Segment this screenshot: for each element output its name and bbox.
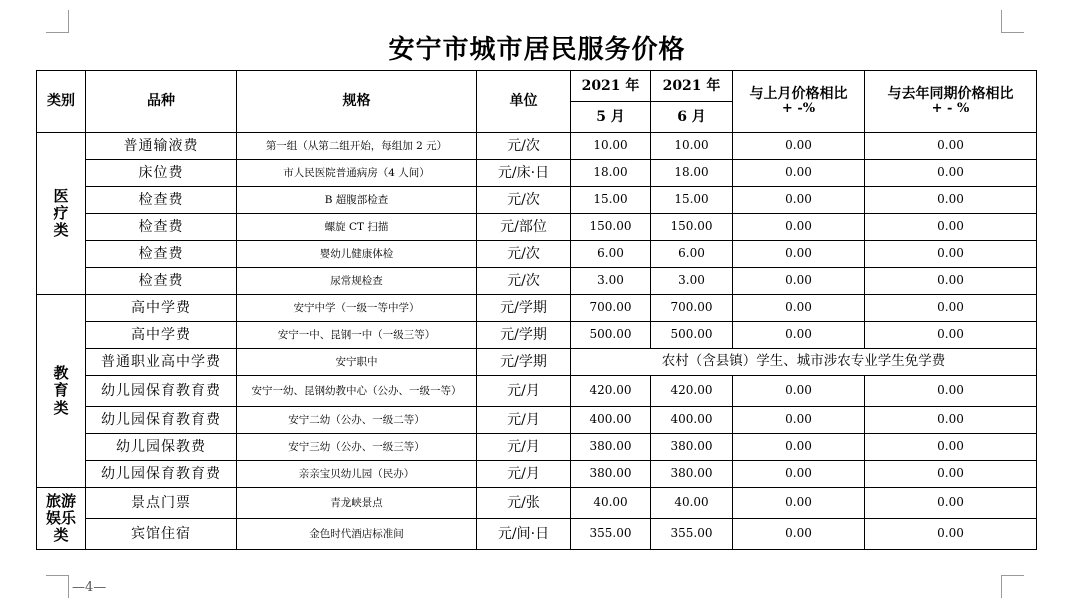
cell-unit: 元/次 (477, 241, 571, 268)
category-medical (37, 133, 86, 295)
cell-unit: 元/间·日 (477, 519, 571, 550)
category-medical-char: 疗 (53, 203, 69, 222)
header-may-year: 2021 年 (571, 71, 651, 102)
table-row (37, 295, 1037, 322)
cell-may: 500.00 (571, 322, 651, 349)
cell-spec: 安宁中学（一级一等中学） (237, 295, 477, 322)
header-yoy (865, 71, 1037, 133)
cell-yoy: 0.00 (865, 268, 1037, 295)
cell-may: 150.00 (571, 214, 651, 241)
table-row (37, 488, 1037, 519)
cell-item: 普通输液费 (86, 133, 237, 160)
cell-mom: 0.00 (733, 295, 865, 322)
cell-june: 420.00 (651, 376, 733, 407)
cell-may: 10.00 (571, 133, 651, 160)
crop-mark-bottom-right (1001, 575, 1024, 598)
cell-spec: 安宁二幼（公办、一级二等） (237, 407, 477, 434)
cell-mom: 0.00 (733, 214, 865, 241)
category-education-char: 类 (53, 398, 69, 417)
cell-unit: 元/月 (477, 461, 571, 488)
cell-may: 400.00 (571, 407, 651, 434)
cell-june: 355.00 (651, 519, 733, 550)
table-row (37, 268, 1037, 295)
category-tourism (37, 488, 86, 550)
cell-note-free-tuition: 农村（含县镇）学生、城市涉农专业学生免学费 (571, 349, 1037, 376)
cell-may: 3.00 (571, 268, 651, 295)
cell-yoy: 0.00 (865, 434, 1037, 461)
cell-yoy: 0.00 (865, 488, 1037, 519)
cell-item: 床位费 (86, 160, 237, 187)
cell-june: 700.00 (651, 295, 733, 322)
cell-yoy: 0.00 (865, 214, 1037, 241)
cell-yoy: 0.00 (865, 241, 1037, 268)
table-row (37, 133, 1037, 160)
table-row (37, 407, 1037, 434)
cell-may: 380.00 (571, 434, 651, 461)
cell-mom: 0.00 (733, 407, 865, 434)
cell-mom: 0.00 (733, 241, 865, 268)
cell-unit: 元/月 (477, 407, 571, 434)
header-may-month: 5 月 (571, 102, 651, 133)
cell-item: 检查费 (86, 214, 237, 241)
cell-june: 150.00 (651, 214, 733, 241)
cell-may: 40.00 (571, 488, 651, 519)
cell-june: 15.00 (651, 187, 733, 214)
cell-yoy: 0.00 (865, 295, 1037, 322)
header-unit: 单位 (477, 71, 571, 133)
cell-may: 6.00 (571, 241, 651, 268)
cell-unit: 元/月 (477, 434, 571, 461)
cell-unit: 元/次 (477, 133, 571, 160)
cell-yoy: 0.00 (865, 322, 1037, 349)
cell-may: 420.00 (571, 376, 651, 407)
category-education-char: 教 (53, 364, 69, 383)
cell-june: 380.00 (651, 461, 733, 488)
table-row (37, 376, 1037, 407)
cell-mom: 0.00 (733, 160, 865, 187)
category-education-char: 育 (53, 381, 69, 400)
page-title: 安宁市城市居民服务价格 (388, 35, 686, 65)
cell-unit: 元/学期 (477, 322, 571, 349)
cell-item: 幼儿园保育教育费 (86, 461, 237, 488)
cell-item: 高中学费 (86, 295, 237, 322)
table-row (37, 187, 1037, 214)
cell-spec: 安宁一幼、昆钢幼教中心（公办、一级一等） (237, 376, 477, 407)
cell-june: 3.00 (651, 268, 733, 295)
category-tourism-line: 娱乐 (45, 508, 76, 527)
cell-unit: 元/床·日 (477, 160, 571, 187)
cell-yoy: 0.00 (865, 407, 1037, 434)
cell-june: 6.00 (651, 241, 733, 268)
header-item: 品种 (86, 71, 237, 133)
table-row (37, 434, 1037, 461)
cell-item: 普通职业高中学费 (86, 349, 237, 376)
cell-mom: 0.00 (733, 376, 865, 407)
table-row (37, 461, 1037, 488)
cell-june: 10.00 (651, 133, 733, 160)
cell-spec: 第一组（从第二组开始，每组加 2 元） (237, 133, 477, 160)
cell-mom: 0.00 (733, 133, 865, 160)
cell-may: 15.00 (571, 187, 651, 214)
category-education (37, 295, 86, 488)
header-june-year: 2021 年 (651, 71, 733, 102)
header-mom-unit: + -% (781, 101, 816, 117)
cell-yoy: 0.00 (865, 160, 1037, 187)
page-number: —4— (72, 580, 107, 595)
crop-mark-bottom-left (46, 575, 69, 598)
cell-spec: 尿常规检查 (237, 268, 477, 295)
cell-spec: 婴幼儿健康体检 (237, 241, 477, 268)
cell-may: 355.00 (571, 519, 651, 550)
header-yoy-label: 与去年同期价格相比 (887, 85, 1014, 102)
cell-june: 500.00 (651, 322, 733, 349)
cell-spec: 市人民医院普通病房（4 人间） (237, 160, 477, 187)
header-spec: 规格 (237, 71, 477, 133)
cell-may: 700.00 (571, 295, 651, 322)
cell-unit: 元/张 (477, 488, 571, 519)
cell-unit: 元/次 (477, 187, 571, 214)
cell-unit: 元/学期 (477, 295, 571, 322)
cell-item: 检查费 (86, 187, 237, 214)
cell-item: 高中学费 (86, 322, 237, 349)
cell-spec: B 超腹部检查 (237, 187, 477, 214)
cell-item: 宾馆住宿 (86, 519, 237, 550)
cell-spec: 安宁三幼（公办、一级三等） (237, 434, 477, 461)
cell-mom: 0.00 (733, 434, 865, 461)
cell-spec: 螺旋 CT 扫描 (237, 214, 477, 241)
cell-unit: 元/部位 (477, 214, 571, 241)
cell-yoy: 0.00 (865, 187, 1037, 214)
cell-may: 18.00 (571, 160, 651, 187)
cell-item: 幼儿园保育教育费 (86, 407, 237, 434)
cell-may: 380.00 (571, 461, 651, 488)
cell-unit: 元/次 (477, 268, 571, 295)
cell-item: 检查费 (86, 268, 237, 295)
header-yoy-unit: + - % (931, 101, 970, 117)
cell-mom: 0.00 (733, 187, 865, 214)
cell-mom: 0.00 (733, 268, 865, 295)
table-row (37, 214, 1037, 241)
header-row-1 (37, 71, 1037, 102)
category-medical-char: 医 (53, 186, 69, 205)
table-row (37, 160, 1037, 187)
cell-item: 检查费 (86, 241, 237, 268)
header-mom (733, 71, 865, 133)
category-tourism-line: 旅游 (45, 491, 76, 510)
cell-item: 幼儿园保育教育费 (86, 376, 237, 407)
category-tourism-line: 类 (53, 526, 69, 545)
cell-spec: 安宁一中、昆钢一中（一级三等） (237, 322, 477, 349)
cell-item: 幼儿园保教费 (86, 434, 237, 461)
cell-yoy: 0.00 (865, 461, 1037, 488)
category-medical-char: 类 (53, 221, 69, 240)
cell-june: 400.00 (651, 407, 733, 434)
price-table (36, 70, 1037, 550)
table-row (37, 349, 1037, 376)
cell-june: 40.00 (651, 488, 733, 519)
cell-mom: 0.00 (733, 322, 865, 349)
cell-mom: 0.00 (733, 488, 865, 519)
cell-june: 380.00 (651, 434, 733, 461)
cell-spec: 青龙峡景点 (237, 488, 477, 519)
table-row (37, 519, 1037, 550)
cell-yoy: 0.00 (865, 133, 1037, 160)
cell-yoy: 0.00 (865, 376, 1037, 407)
cell-spec: 金色时代酒店标准间 (237, 519, 477, 550)
table-row (37, 322, 1037, 349)
cell-mom: 0.00 (733, 461, 865, 488)
header-june-month: 6 月 (651, 102, 733, 133)
table-row (37, 241, 1037, 268)
cell-item: 景点门票 (86, 488, 237, 519)
cell-yoy: 0.00 (865, 519, 1037, 550)
cell-unit: 元/月 (477, 376, 571, 407)
cell-unit: 元/学期 (477, 349, 571, 376)
cell-june: 18.00 (651, 160, 733, 187)
cell-mom: 0.00 (733, 519, 865, 550)
cell-spec: 亲亲宝贝幼儿园（民办） (237, 461, 477, 488)
header-mom-label: 与上月价格相比 (749, 85, 848, 102)
cell-spec: 安宁职中 (237, 349, 477, 376)
header-category: 类别 (37, 71, 86, 133)
